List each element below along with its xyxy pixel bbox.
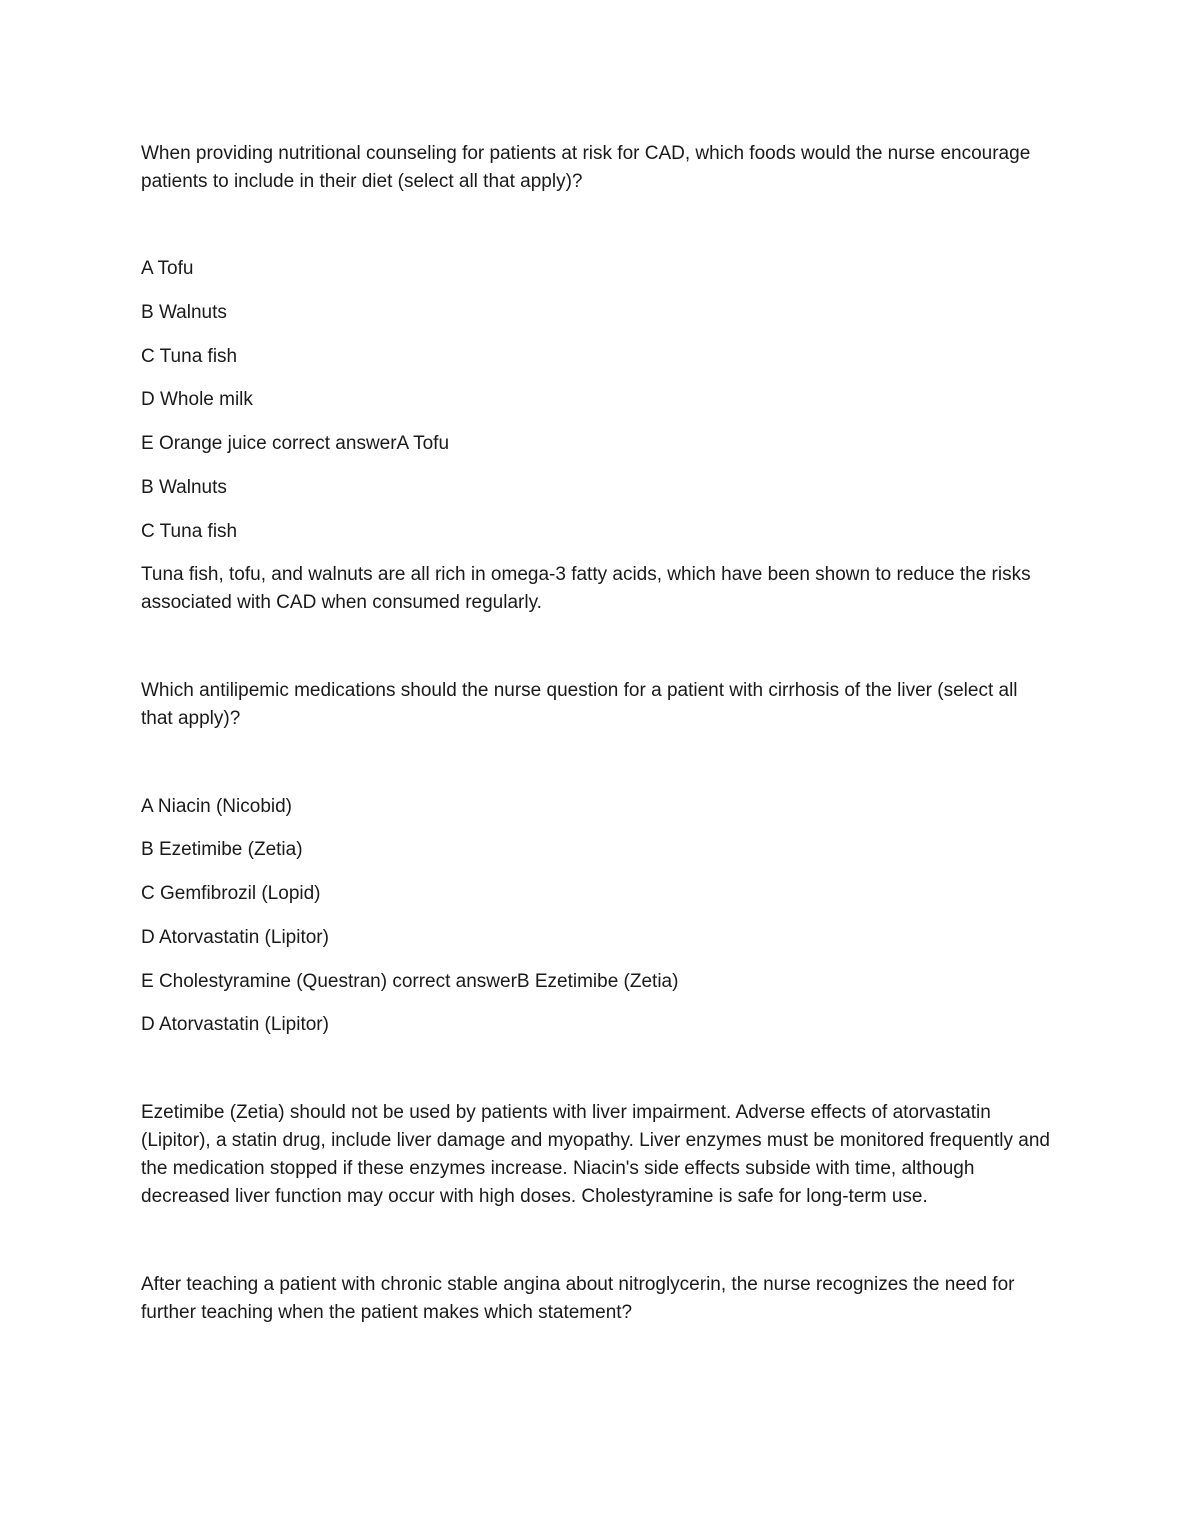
question-1-rationale: Tuna fish, tofu, and walnuts are all rich in omega-3 fatty acids, which have been shown to reduce the risks associated with CAD when consumed regularly. (141, 564, 1036, 613)
question-1-option-e: E Orange juice correct answerA Tofu (141, 433, 450, 454)
question-3-stem: After teaching a patient with chronic stable angina about nitroglycerin, the nurse recognizes the need for further teaching when the patient makes which statement? (141, 1274, 1020, 1323)
question-2-rationale: Ezetimibe (Zetia) should not be used by patients with liver impairment. Adverse effects of atorvastatin (Lipitor), a statin drug, include liver damage and myopathy. Liver enzymes must be monitored frequently and the medication stopped if these enzymes increase. Niacin's side effects subside with time, although decreased liver function may occur with high doses. Cholestyramine is safe for long-term use. (141, 1102, 1056, 1207)
question-1-option-a: A Tofu (141, 258, 194, 279)
question-2-option-d: D Atorvastatin (Lipitor) (141, 927, 329, 948)
question-1-answer-c: C Tuna fish (141, 521, 238, 542)
question-1-option-c: C Tuna fish (141, 346, 238, 367)
question-2-answer-d: D Atorvastatin (Lipitor) (141, 1014, 329, 1035)
question-1-option-b: B Walnuts (141, 302, 227, 323)
question-1-answer-b: B Walnuts (141, 477, 227, 498)
question-2-option-a: A Niacin (Nicobid) (141, 796, 292, 817)
question-2-option-b: B Ezetimibe (Zetia) (141, 839, 303, 860)
question-2-option-c: C Gemfibrozil (Lopid) (141, 883, 321, 904)
question-1-option-d: D Whole milk (141, 389, 253, 410)
question-2-option-e: E Cholestyramine (Questran) correct answerB Ezetimibe (Zetia) (141, 971, 679, 992)
question-1-stem: When providing nutritional counseling for patients at risk for CAD, which foods would the nurse encourage patients to include in their diet (select all that apply)? (141, 143, 1036, 192)
question-2-stem: Which antilipemic medications should the nurse question for a patient with cirrhosis of the liver (select all that apply)? (141, 680, 1023, 729)
